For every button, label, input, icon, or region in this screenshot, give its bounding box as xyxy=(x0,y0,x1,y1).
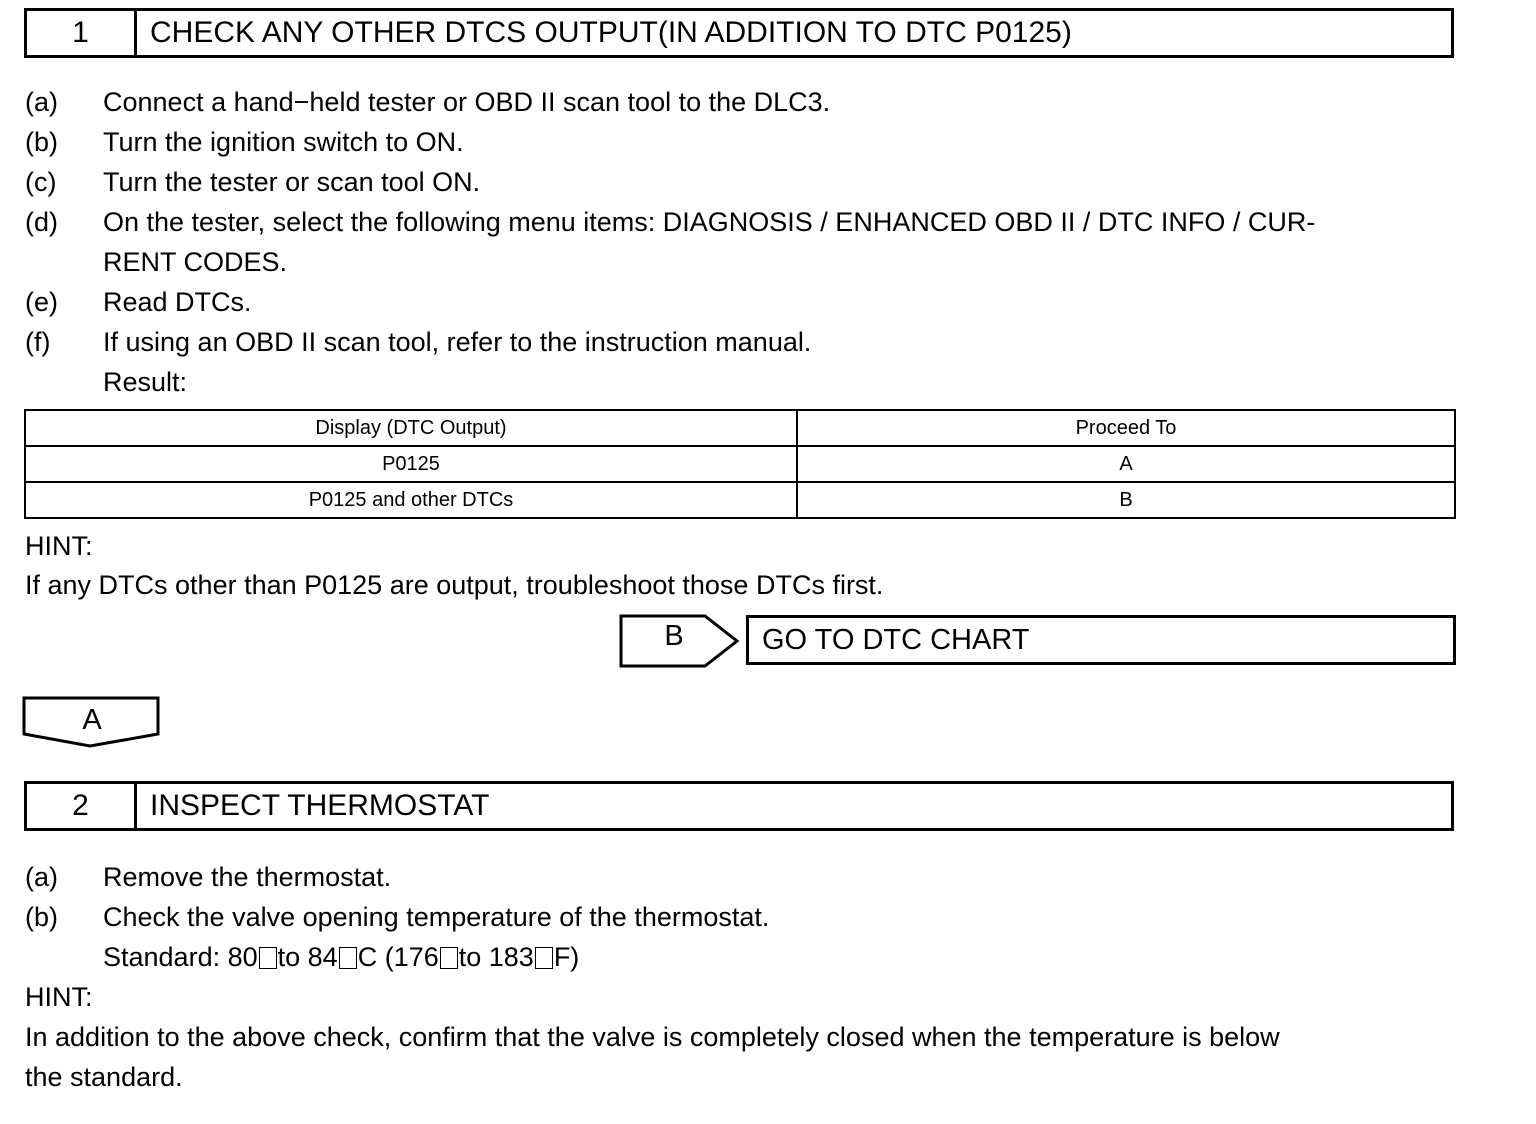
list-item xyxy=(25,322,811,362)
table-cell: B xyxy=(797,482,1455,518)
standard-text: to 183 xyxy=(458,942,534,972)
goto-dtc-chart-box xyxy=(746,615,1456,665)
step-number: 1 xyxy=(27,11,137,55)
item-text: Check the valve opening temperature of the thermostat. xyxy=(103,902,770,932)
item-label: (a) xyxy=(25,87,58,117)
step-number: 2 xyxy=(27,784,137,828)
table-header: Display (DTC Output) xyxy=(25,410,797,446)
item-text: Connect a hand−held tester or OBD II scan tool to the DLC3. xyxy=(103,87,831,117)
list-item xyxy=(25,282,252,322)
list-item xyxy=(25,122,464,162)
list-item xyxy=(25,897,769,937)
hint-label: HINT: xyxy=(25,982,93,1012)
hint-text: the standard. xyxy=(25,1062,183,1092)
degree-glyph-box xyxy=(339,947,357,969)
item-label: (a) xyxy=(25,862,58,892)
step-title: INSPECT THERMOSTAT xyxy=(150,789,490,822)
item-text: If using an OBD II scan tool, refer to the instruction manual. xyxy=(103,327,812,357)
standard-text: F) xyxy=(553,942,580,972)
degree-glyph-box xyxy=(440,947,458,969)
table-cell: P0125 and other DTCs xyxy=(25,482,797,518)
item-continuation: RENT CODES. xyxy=(103,247,288,277)
branch-b-label: B xyxy=(664,620,684,652)
item-label: (d) xyxy=(25,207,58,237)
hint-text: If any DTCs other than P0125 are output, troubleshoot those DTCs first. xyxy=(25,570,884,600)
item-text: Turn the tester or scan tool ON. xyxy=(103,167,481,197)
item-label: (b) xyxy=(25,127,58,157)
item-text: On the tester, select the following menu items: DIAGNOSIS / ENHANCED OBD II / DTC INFO / CUR- xyxy=(103,207,1316,237)
step-1-header xyxy=(24,8,1454,58)
hint-text: In addition to the above check, confirm that the valve is completely closed when the temperature is below xyxy=(25,1022,1280,1052)
item-label: (b) xyxy=(25,902,58,932)
branch-a-label: A xyxy=(82,704,102,736)
list-item xyxy=(25,202,1315,242)
list-item xyxy=(25,857,391,897)
hint-label: HINT: xyxy=(25,531,93,561)
item-label: (e) xyxy=(25,287,58,317)
item-text: Read DTCs. xyxy=(103,287,252,317)
standard-text: to 84 xyxy=(277,942,338,972)
result-label: Result: xyxy=(103,367,188,397)
table-row xyxy=(25,446,1455,482)
degree-glyph-box xyxy=(535,947,553,969)
table-header-row xyxy=(25,410,1455,446)
table-row xyxy=(25,482,1455,518)
goto-action: GO TO DTC CHART xyxy=(762,623,1030,656)
step-title: CHECK ANY OTHER DTCS OUTPUT(IN ADDITION TO DTC P0125) xyxy=(150,16,1072,49)
result-table xyxy=(24,409,1456,519)
list-item xyxy=(25,162,480,202)
item-label: (f) xyxy=(25,327,51,357)
list-item xyxy=(25,82,830,122)
table-header: Proceed To xyxy=(797,410,1455,446)
item-text: Turn the ignition switch to ON. xyxy=(103,127,464,157)
standard-text: Standard: 80 xyxy=(103,942,258,972)
standard-text: C (176 xyxy=(357,942,439,972)
item-text: Remove the thermostat. xyxy=(103,862,392,892)
degree-glyph-box xyxy=(259,947,277,969)
standard-spec xyxy=(103,937,579,977)
table-cell: P0125 xyxy=(25,446,797,482)
step-2-header xyxy=(24,781,1454,831)
table-cell: A xyxy=(797,446,1455,482)
item-label: (c) xyxy=(25,167,57,197)
